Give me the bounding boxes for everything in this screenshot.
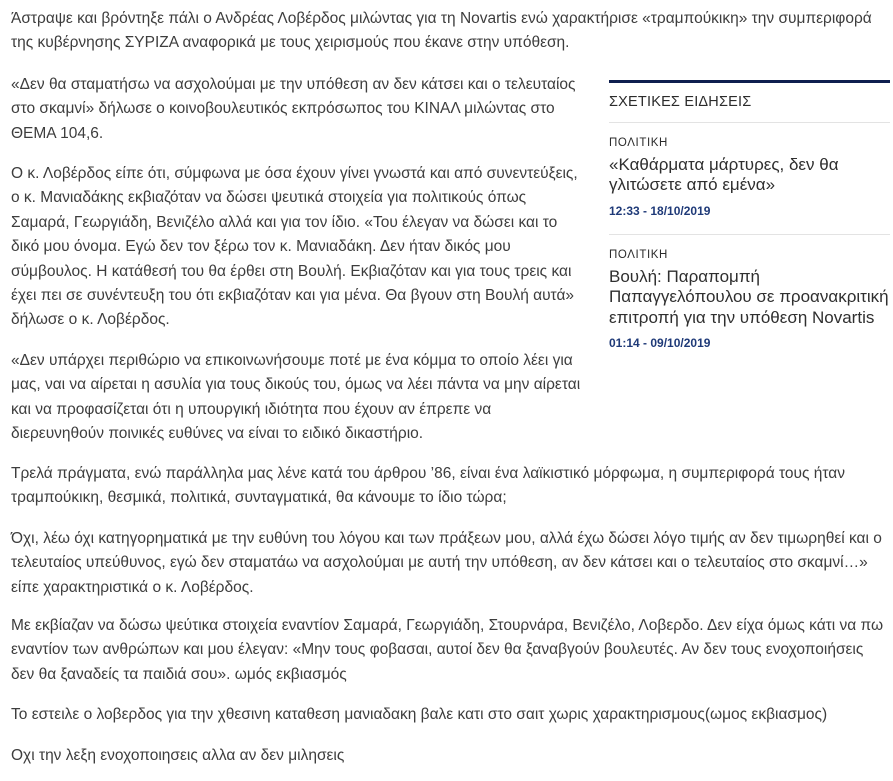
related-news-item[interactable]: [609, 235, 890, 350]
article-paragraph-crazy: Τρελά πράγματα, ενώ παράλληλα μας λένε κατά του άρθρου ’86, είναι ένα λαϊκιστικό μόρφωμα, η συμπεριφορά τους ήταν τραμπούκικη, θεσμικά, πολιτικά, συνταγματικά, θα κάνουμε το ίδιο τώρα;: [11, 465, 845, 507]
article-paragraph-word: Οχι την λεξη ενοχοποιησεις αλλα αν δεν μιλησεις: [11, 747, 345, 764]
article-paragraph-quote: «Δεν θα σταματήσω να ασχολούμαι με την υπόθεση αν δεν κάτσει και ο τελευταίος στο σκαμνί» δήλωσε ο κοινοβουλευτικός εκπρόσωπος του ΚΙΝΑΛ μιλώντας στο ΘΕΜΑ 104,6.: [11, 76, 576, 142]
article-paragraph-blackmail: Με εκβίαζαν να δώσω ψεύτικα στοιχεία εναντίον Σαμαρά, Γεωργιάδη, Στουρνάρα, Βενιζέλο, Λοβερδο. Δεν είχα όμως κάτι να πω εναντίον των ανθρώπων και μου έλεγαν: «Μην τους φοβασαι, αυτοί δεν θα ξαναβγούν βουλευτές. Αν δεν τους ενοχοποιήσεις δεν θα ξαναδείς τα παιδιά σου». ωμός εκβιασμός: [11, 617, 884, 683]
article-paragraph-intro: Άστραψε και βρόντηξε πάλι ο Ανδρέας Λοβέρδος μιλώντας για τη Novartis ενώ χαρακτήρισε «τραμπούκικη» την συμπεριφορά της κυβέρνησης ΣΥΡΙΖΑ αναφορικά με τους χειρισμούς που έκανε στην υπόθεση.: [11, 10, 872, 52]
related-news-heading: ΣΧΕΤΙΚΕΣ ΕΙΔΗΣΕΙΣ: [609, 94, 752, 110]
related-news-sidebar: [609, 80, 890, 350]
news-title-link[interactable]: Βουλή: Παραπομπή Παπαγγελόπουλου σε προανακριτική επιτροπή για την υπόθεση Novartis: [609, 267, 889, 327]
article-paragraph-sent: Το εστειλε ο λοβερδος για την χθεσινη καταθεση μανιαδακη βαλε κατι στο σαιτ χωρις χαρακτηρισμους(ωμος εκβιασμος): [11, 706, 828, 723]
news-category: ΠΟΛΙΤΙΚΗ: [609, 137, 668, 149]
news-category: ΠΟΛΙΤΙΚΗ: [609, 249, 668, 261]
article-paragraph-party: «Δεν υπάρχει περιθώριο να επικοινωνήσουμε ποτέ με ένα κόμμα το οποίο λέει για μας, ναι να αίρεται η ασυλία για τους δικούς του, όμως να λέει πάντα να μην αίρεται και να προφασίζεται ότι η υπουργική ιδιότητα που έχουν αν έπρεπε να διερευνηθούν ποινικές ευθύνες να είναι το ειδικό δικαστήριο.: [11, 352, 581, 443]
news-date: 01:14 - 09/10/2019: [609, 335, 711, 350]
news-title-link[interactable]: «Καθάρματα μάρτυρες, δεν θα γλιτώσετε από εμένα»: [609, 155, 839, 195]
related-news-item[interactable]: [609, 123, 890, 234]
article-paragraph-no: Όχι, λέω όχι κατηγορηματικά με την ευθύνη του λόγου και των πράξεων μου, αλλά έχω δώσει λόγο τιμής αν δεν τιμωρηθεί και ο τελευταίος υπεύθυνος, εγώ δεν σταματάω να ασχολούμαι με αυτή την υπόθεση, αν δεν κάτσει και ο τελευταίος στο σκαμνί…» είπε χαρακτηριστικά ο κ. Λοβέρδος.: [11, 530, 882, 596]
news-date: 12:33 - 18/10/2019: [609, 203, 711, 218]
article-paragraph-statement: Ο κ. Λοβέρδος είπε ότι, σύμφωνα με όσα έχουν γίνει γνωστά και από συνεντεύξεις, ο κ. Μανιαδάκης εκβιαζόταν να δώσει ψευτικά στοιχεία για πολιτικούς όπως Σαμαρά, Γεωργιάδη, Βενιζέλο αλλά και για τον ίδιο. «Του έλεγαν να δώσει και το δικό μου όνομα. Εγώ δεν τον ξέρω τον κ. Μανιαδάκη. Δεν ήταν δικός μου σύμβουλος. Η κατάθεσή του θα έρθει στη Βουλή. Εκβιαζόταν και για τους τρεις και έχει πει σε συνέντευξη του ότι εκβιαζόταν και για μένα. Θα βγουν στη Βουλή αυτά» δήλωσε ο κ. Λοβέρδος.: [11, 165, 578, 329]
